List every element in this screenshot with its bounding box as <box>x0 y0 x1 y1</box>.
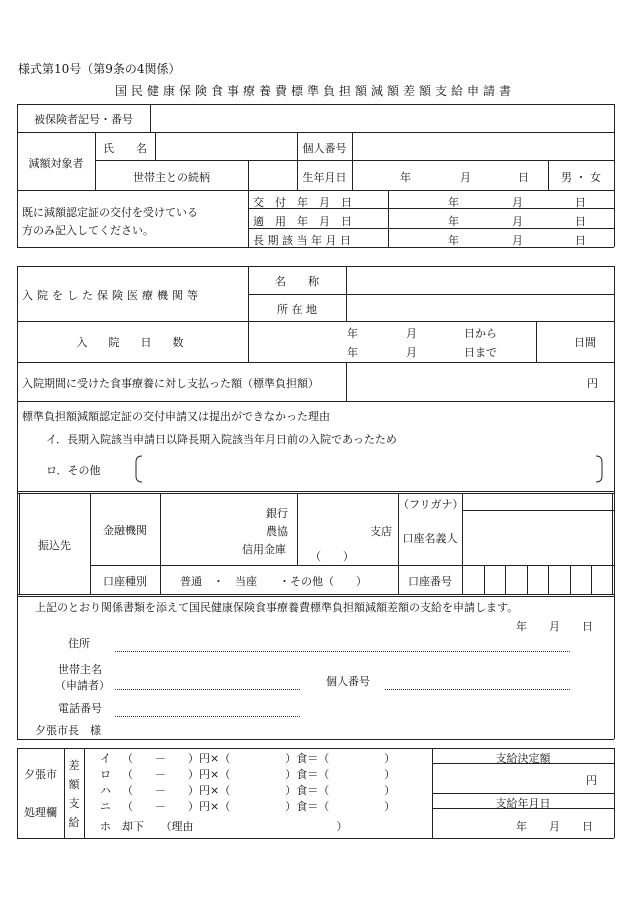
hospital-label: 入院をした保険医療機関等 <box>22 289 202 302</box>
reason-option-ro[interactable]: ロ．その他 <box>46 464 101 477</box>
stay-from-month: 月 <box>406 327 417 340</box>
insured-number-label: 被保険者記号・番号 <box>34 113 133 126</box>
householder-label: 世帯主名 <box>58 663 102 676</box>
hospital-address-label: 所 在 地 <box>277 303 317 316</box>
agri-option[interactable]: 農協 <box>266 525 288 538</box>
cert-apply-year: 年 <box>448 215 459 228</box>
stay-to-year: 年 <box>347 346 358 359</box>
reason-other-brackets[interactable] <box>134 454 604 484</box>
calc-row-formula: （ － ）円×（ ）食＝（ ） <box>122 800 396 813</box>
gender-select[interactable]: 男 ・ 女 <box>561 171 601 184</box>
paid-amount-field[interactable] <box>348 364 584 399</box>
bank-label: 振込先 <box>38 539 71 552</box>
decision-label: 支給決定額 <box>495 752 551 765</box>
cert-note-line1: 既に減額認定証の交付を受けている <box>22 206 198 219</box>
diff-char-2: 額 <box>68 778 80 791</box>
cert-apply-day: 日 <box>575 215 586 228</box>
stay-from: 日から <box>464 327 497 340</box>
days-label: 入 院 日 数 <box>76 336 189 349</box>
birth-month: 月 <box>460 171 471 184</box>
office-label-bottom: 処理欄 <box>24 806 57 819</box>
furigana-label: （フリガナ） <box>398 498 464 511</box>
institution-label: 金融機関 <box>103 524 147 537</box>
name-label: 氏 名 <box>103 142 147 155</box>
birth-day: 日 <box>518 171 529 184</box>
days-unit: 日間 <box>574 336 596 349</box>
applicant-my-number-label: 個人番号 <box>326 675 370 688</box>
reason-title: 標準負担額減額認定証の交付申請又は提出ができなかった理由 <box>22 410 330 423</box>
address-label: 住所 <box>68 637 90 650</box>
paid-amount-yen: 円 <box>587 377 598 390</box>
name-field[interactable] <box>157 134 295 158</box>
cert-issue-day: 日 <box>575 196 586 209</box>
bank-option[interactable]: 銀行 <box>266 507 288 520</box>
rejection-row: ホ 却下 （理由 ） <box>100 820 348 833</box>
account-type-options[interactable]: 普通 ・ 当座 ・その他（ ） <box>180 575 367 588</box>
applicant-label: （申請者） <box>55 679 110 692</box>
phone-label: 電話番号 <box>58 702 102 715</box>
cert-longterm-month: 月 <box>512 234 523 247</box>
declaration-date: 年 月 日 <box>516 620 593 633</box>
pay-date-label: 支給年月日 <box>495 797 551 810</box>
calc-row-formula: （ － ）円×（ ）食＝（ ） <box>122 768 396 781</box>
birth-year: 年 <box>400 171 411 184</box>
calc-row-formula: （ － ）円×（ ）食＝（ ） <box>122 752 396 765</box>
address-field[interactable] <box>115 651 570 652</box>
cert-longterm-day: 日 <box>575 234 586 247</box>
reason-option-i[interactable]: イ．長期入院該当申請日以降長期入院該当年月日前の入院であったため <box>46 433 397 446</box>
phone-field[interactable] <box>115 716 300 717</box>
cert-longterm-year: 年 <box>448 234 459 247</box>
insured-number-field[interactable] <box>152 106 612 130</box>
diff-char-3: 支 <box>68 797 80 810</box>
my-number-label: 個人番号 <box>302 142 347 155</box>
hospital-address-field[interactable] <box>348 296 612 320</box>
cert-issue-year: 年 <box>448 196 459 209</box>
stay-to-month: 月 <box>406 346 417 359</box>
calc-row-mark: ハ <box>100 784 111 797</box>
diff-char-4: 給 <box>68 816 80 829</box>
hospital-name-field[interactable] <box>348 268 612 292</box>
calc-row-formula: （ － ）円×（ ）食＝（ ） <box>122 784 396 797</box>
account-type-label: 口座種別 <box>103 575 147 588</box>
decision-yen: 円 <box>586 774 597 787</box>
hospital-name-label: 名 称 <box>275 275 319 288</box>
calc-row-mark: イ <box>100 752 111 765</box>
subject-label: 減額対象者 <box>28 157 84 170</box>
form-title: 国民健康保険食事療養費標準負担額減額差額支給申請書 <box>114 84 515 98</box>
form-number: 様式第10号（第9条の4関係） <box>18 62 181 76</box>
branch-label: 支店 <box>370 525 392 538</box>
holder-label: 口座名義人 <box>402 532 458 545</box>
office-label-top: 夕張市 <box>24 768 57 781</box>
cert-issue-month: 月 <box>512 196 523 209</box>
relation-label: 世帯主との続柄 <box>133 171 210 184</box>
calc-row-mark: ロ <box>100 768 111 781</box>
account-number-label: 口座番号 <box>408 575 452 588</box>
paid-amount-label: 入院期間に受けた食事療養に対し支払った額（標準負担額） <box>22 377 319 390</box>
cert-note-line2: 方のみ記入してください。 <box>22 224 154 237</box>
cert-longterm-label: 長 期 該 当 年 月 日 <box>253 234 351 247</box>
cert-apply-label: 適 用 年 月 日 <box>253 215 352 228</box>
cert-apply-month: 月 <box>512 215 523 228</box>
declaration-text: 上記のとおり関係書類を添えて国民健康保険食事療養費標準負担額減額差額の支給を申請します。 <box>35 601 519 614</box>
calc-row-mark: ニ <box>100 800 111 813</box>
credit-option[interactable]: 信用金庫 <box>242 543 286 556</box>
diff-char-1: 差 <box>68 759 80 772</box>
pay-date: 年 月 日 <box>516 820 593 833</box>
holder-field[interactable] <box>464 512 610 563</box>
stay-from-year: 年 <box>347 327 358 340</box>
birth-label: 生年月日 <box>302 171 347 184</box>
addressee: 夕張市長 様 <box>35 724 101 737</box>
my-number-field[interactable] <box>354 134 612 158</box>
cert-issue-label: 交 付 年 月 日 <box>253 196 352 209</box>
applicant-my-number-field[interactable] <box>385 689 570 690</box>
institution-paren: （ ） <box>310 550 354 563</box>
stay-to: 日まで <box>464 346 497 359</box>
householder-field[interactable] <box>115 689 300 690</box>
